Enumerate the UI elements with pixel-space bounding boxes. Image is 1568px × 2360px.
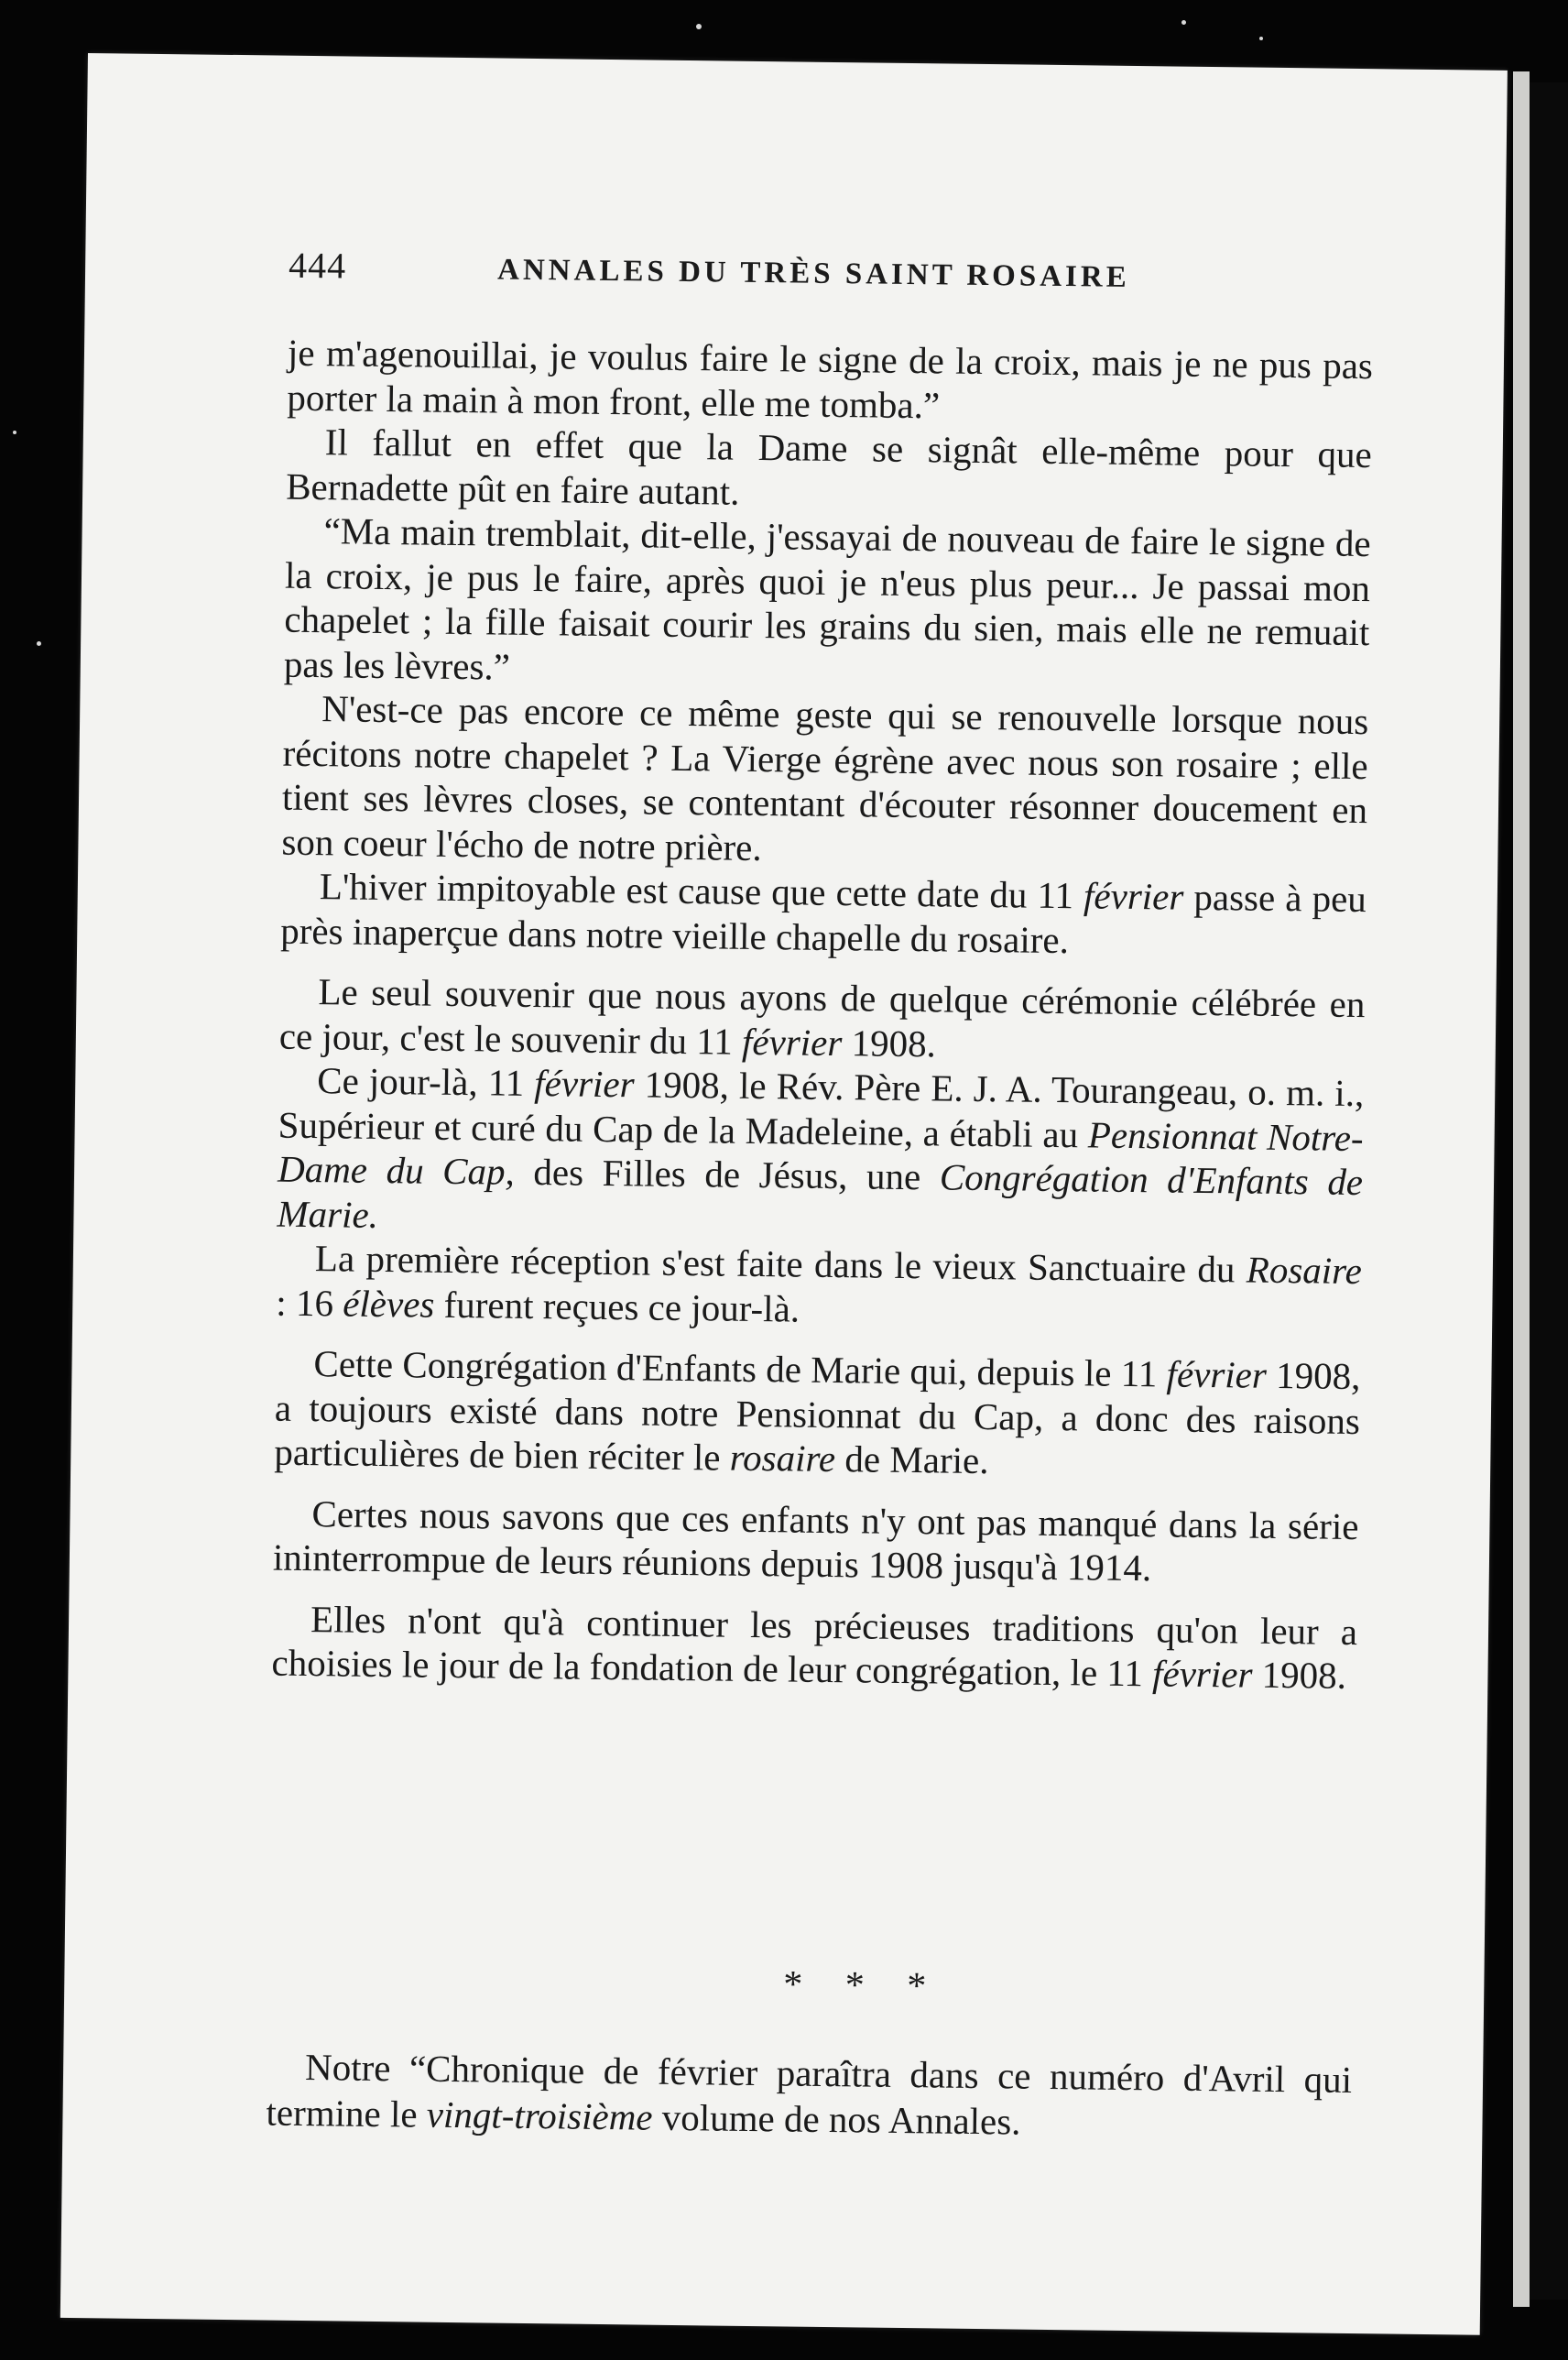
- text-run: La première réception s'est faite dans le vieux Sanctuaire du: [314, 1237, 1247, 1291]
- text-run: L'hiver impitoyable est cause que cette date du 11: [319, 865, 1084, 917]
- paragraph: Il fallut en effet que la Dame se signât elle-même pour que Bernadette pût en faire autant.: [285, 421, 1373, 513]
- italic-run: février: [1166, 1352, 1268, 1396]
- paragraph: [274, 1341, 1361, 1488]
- text-run: Le seul souvenir que nous ayons de quelque cérémonie célébrée en ce jour, c'est le souvenir du 11: [278, 970, 1366, 1063]
- page-spine-edge: [1513, 71, 1530, 2307]
- scan-speck: [37, 641, 41, 646]
- text-run: passe à peu près inaperçue dans notre vieille chapelle du rosaire.: [280, 875, 1367, 961]
- italic-run: février: [534, 1062, 635, 1106]
- section-separator: * * *: [783, 1963, 943, 2008]
- paragraph: [276, 1236, 1362, 1338]
- italic-run: Congrégation d'Enfants de Marie.: [277, 1155, 1364, 1236]
- italic-run: Pensionnat Notre-Dame du Cap,: [277, 1112, 1364, 1193]
- book-page: [60, 53, 1508, 2335]
- italic-run: rosaire: [729, 1436, 836, 1480]
- text-run: Ce jour-là, 11: [317, 1059, 535, 1105]
- italic-run: février: [741, 1020, 843, 1064]
- paragraph: [280, 864, 1367, 966]
- text-run: 1908, a toujours existé dans notre Pensionnat du Cap, a donc des raisons particulières de bien réciter le: [274, 1353, 1361, 1479]
- running-title: ANNALES DU TRÈS SAINT ROSAIRE: [496, 253, 1130, 294]
- paragraph: [271, 1596, 1357, 1698]
- background-edge: [1530, 82, 1568, 2300]
- page-header: [289, 244, 1388, 312]
- text-run: Cette Congrégation d'Enfants de Marie qui, depuis le 11: [313, 1342, 1167, 1395]
- paragraph: “Ma main tremblait, dit-elle, j'essayai de nouveau de faire le signe de la croix, je pus le faire, après quoi je n'eus plus peur... Je passai mon chapelet ; la fille faisait courir les grains du sien, mais elle ne remuait pas les lèvres.”: [283, 509, 1371, 688]
- italic-run: février: [1151, 1652, 1253, 1696]
- paragraph: je m'agenouillai, je voulus faire le signe de la croix, mais je ne pus pas porter la main à mon front, elle me tomba.”: [287, 331, 1374, 426]
- scan-speck: [1259, 37, 1263, 40]
- paragraph: [277, 1058, 1364, 1249]
- text-run: de Marie.: [834, 1437, 989, 1482]
- italic-run: février: [1083, 874, 1184, 918]
- paragraph: [279, 969, 1366, 1071]
- text-run: Elles n'ont qu'à continuer les précieuses traditions qu'on leur a choisies le jour de la fondation de leur congrégation, le 11: [271, 1597, 1358, 1695]
- text-run: volume de nos Annales.: [652, 2095, 1021, 2143]
- text-run: 1908.: [842, 1021, 937, 1065]
- body-text: [271, 331, 1373, 1699]
- scan-speck: [696, 24, 702, 29]
- text-run: furent reçues ce jour-là.: [434, 1283, 800, 1330]
- italic-run: vingt-troisième: [426, 2092, 653, 2138]
- text-run: : 16: [276, 1281, 343, 1324]
- paragraph: N'est-ce pas encore ce même geste qui se renouvelle lorsque nous récitons notre chapelet ? La Vierge égrène avec nous son rosaire ; elle tient ses lèvres closes, se contentant d'écouter résonner doucement en son coeur l'écho de notre prière.: [281, 687, 1369, 869]
- closing-notice: [266, 2044, 1352, 2148]
- text-run: Notre “Chronique de février paraîtra dans ce numéro d'Avril qui termine le: [266, 2046, 1353, 2136]
- text-run: 1908, le Rév. Père E. J. A. Tourangeau, o. m. i., Supérieur et curé du Cap de la Madeleine, a établi au: [278, 1063, 1365, 1155]
- text-run: 1908.: [1252, 1653, 1347, 1697]
- page-number: 444: [288, 244, 347, 287]
- paragraph: Certes nous savons que ces enfants n'y ont pas manqué dans la série ininterrompue de leurs réunions depuis 1908 jusqu'à 1914.: [272, 1491, 1359, 1590]
- scan-speck: [13, 431, 16, 434]
- italic-run: Rosaire: [1246, 1248, 1363, 1293]
- text-run: des Filles de Jésus, une: [514, 1150, 941, 1198]
- scan-speck: [1181, 20, 1186, 25]
- italic-run: élèves: [342, 1282, 435, 1326]
